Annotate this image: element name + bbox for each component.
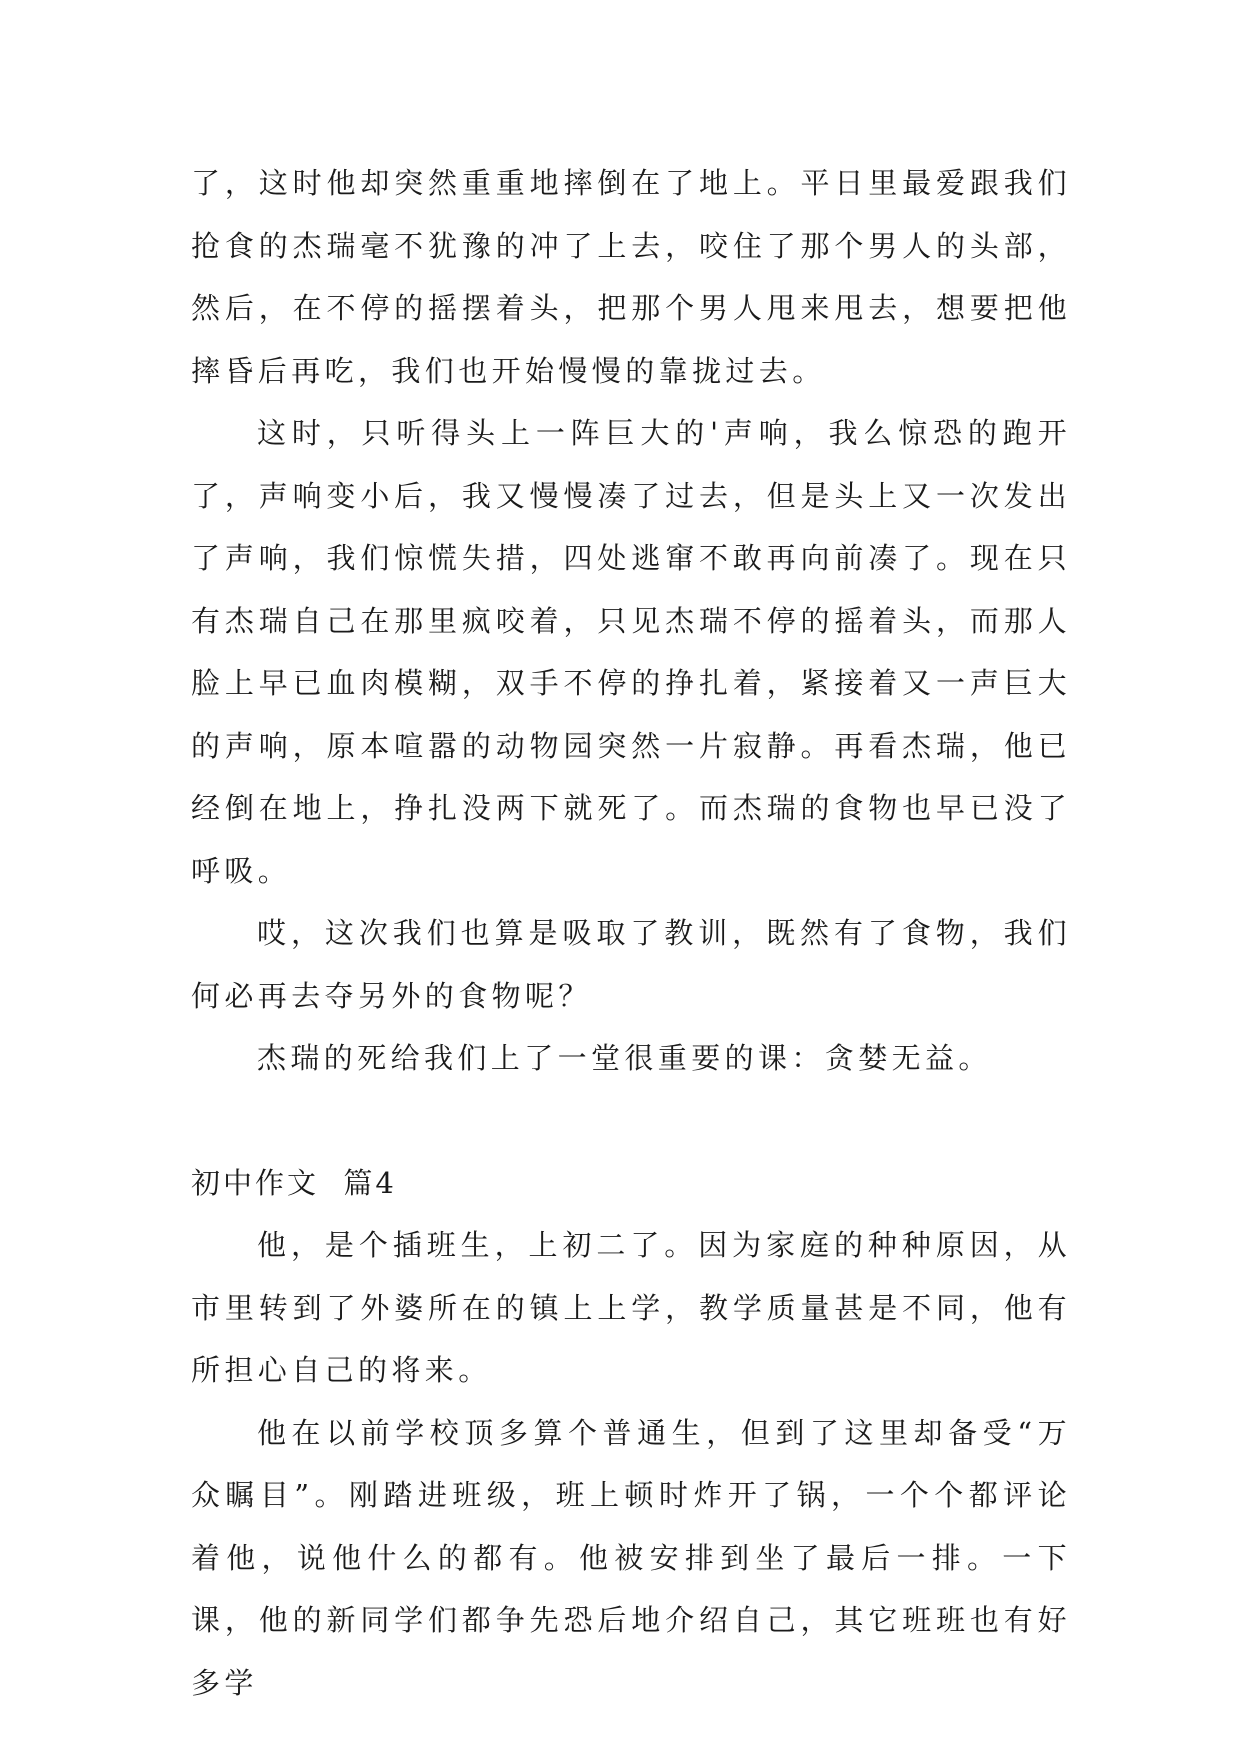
section-heading: 初中作文 篇4 — [191, 1165, 397, 1200]
essay-body — [191, 152, 1071, 1714]
paragraph-5: 他，是个插班生，上初二了。因为家庭的种种原因，从市里转到了外婆所在的镇上上学，教学质量甚是不同，他有所担心自己的将来。 — [191, 1228, 1071, 1387]
paragraph-6: 他在以前学校顶多算个普通生，但到了这里却备受“万众瞩目”。刚踏进班级，班上顿时炸开了锅，一个个都评论着他，说他什么的都有。他被安排到坐了最后一排。一下课，他的新同学们都争先恐后地介绍自己，其它班班也有好多学 — [191, 1415, 1071, 1700]
paragraph-2: 这时，只听得头上一阵巨大的'声响，我么惊恐的跑开了，声响变小后，我又慢慢凑了过去，但是头上又一次发出了声响，我们惊慌失措，四处逃窜不敢再向前凑了。现在只有杰瑞自己在那里疯咬着，只见杰瑞不停的摇着头，而那人脸上早已血肉模糊，双手不停的挣扎着，紧接着又一声巨大的声响，原本喧嚣的动物园突然一片寂静。再看杰瑞，他已经倒在地上，挣扎没两下就死了。而杰瑞的食物也早已没了呼吸。 — [191, 416, 1071, 888]
paragraph-1: 了，这时他却突然重重地摔倒在了地上。平日里最爱跟我们抢食的杰瑞毫不犹豫的冲了上去，咬住了那个男人的头部，然后，在不停的摇摆着头，把那个男人甩来甩去，想要把他摔昏后再吃，我们也开始慢慢的靠拢过去。 — [191, 166, 1071, 388]
paragraph-4: 杰瑞的死给我们上了一堂很重要的课：贪婪无益。 — [257, 1041, 992, 1075]
paragraph-3: 哎，这次我们也算是吸取了教训，既然有了食物，我们何必再去夺另外的食物呢？ — [191, 916, 1071, 1013]
